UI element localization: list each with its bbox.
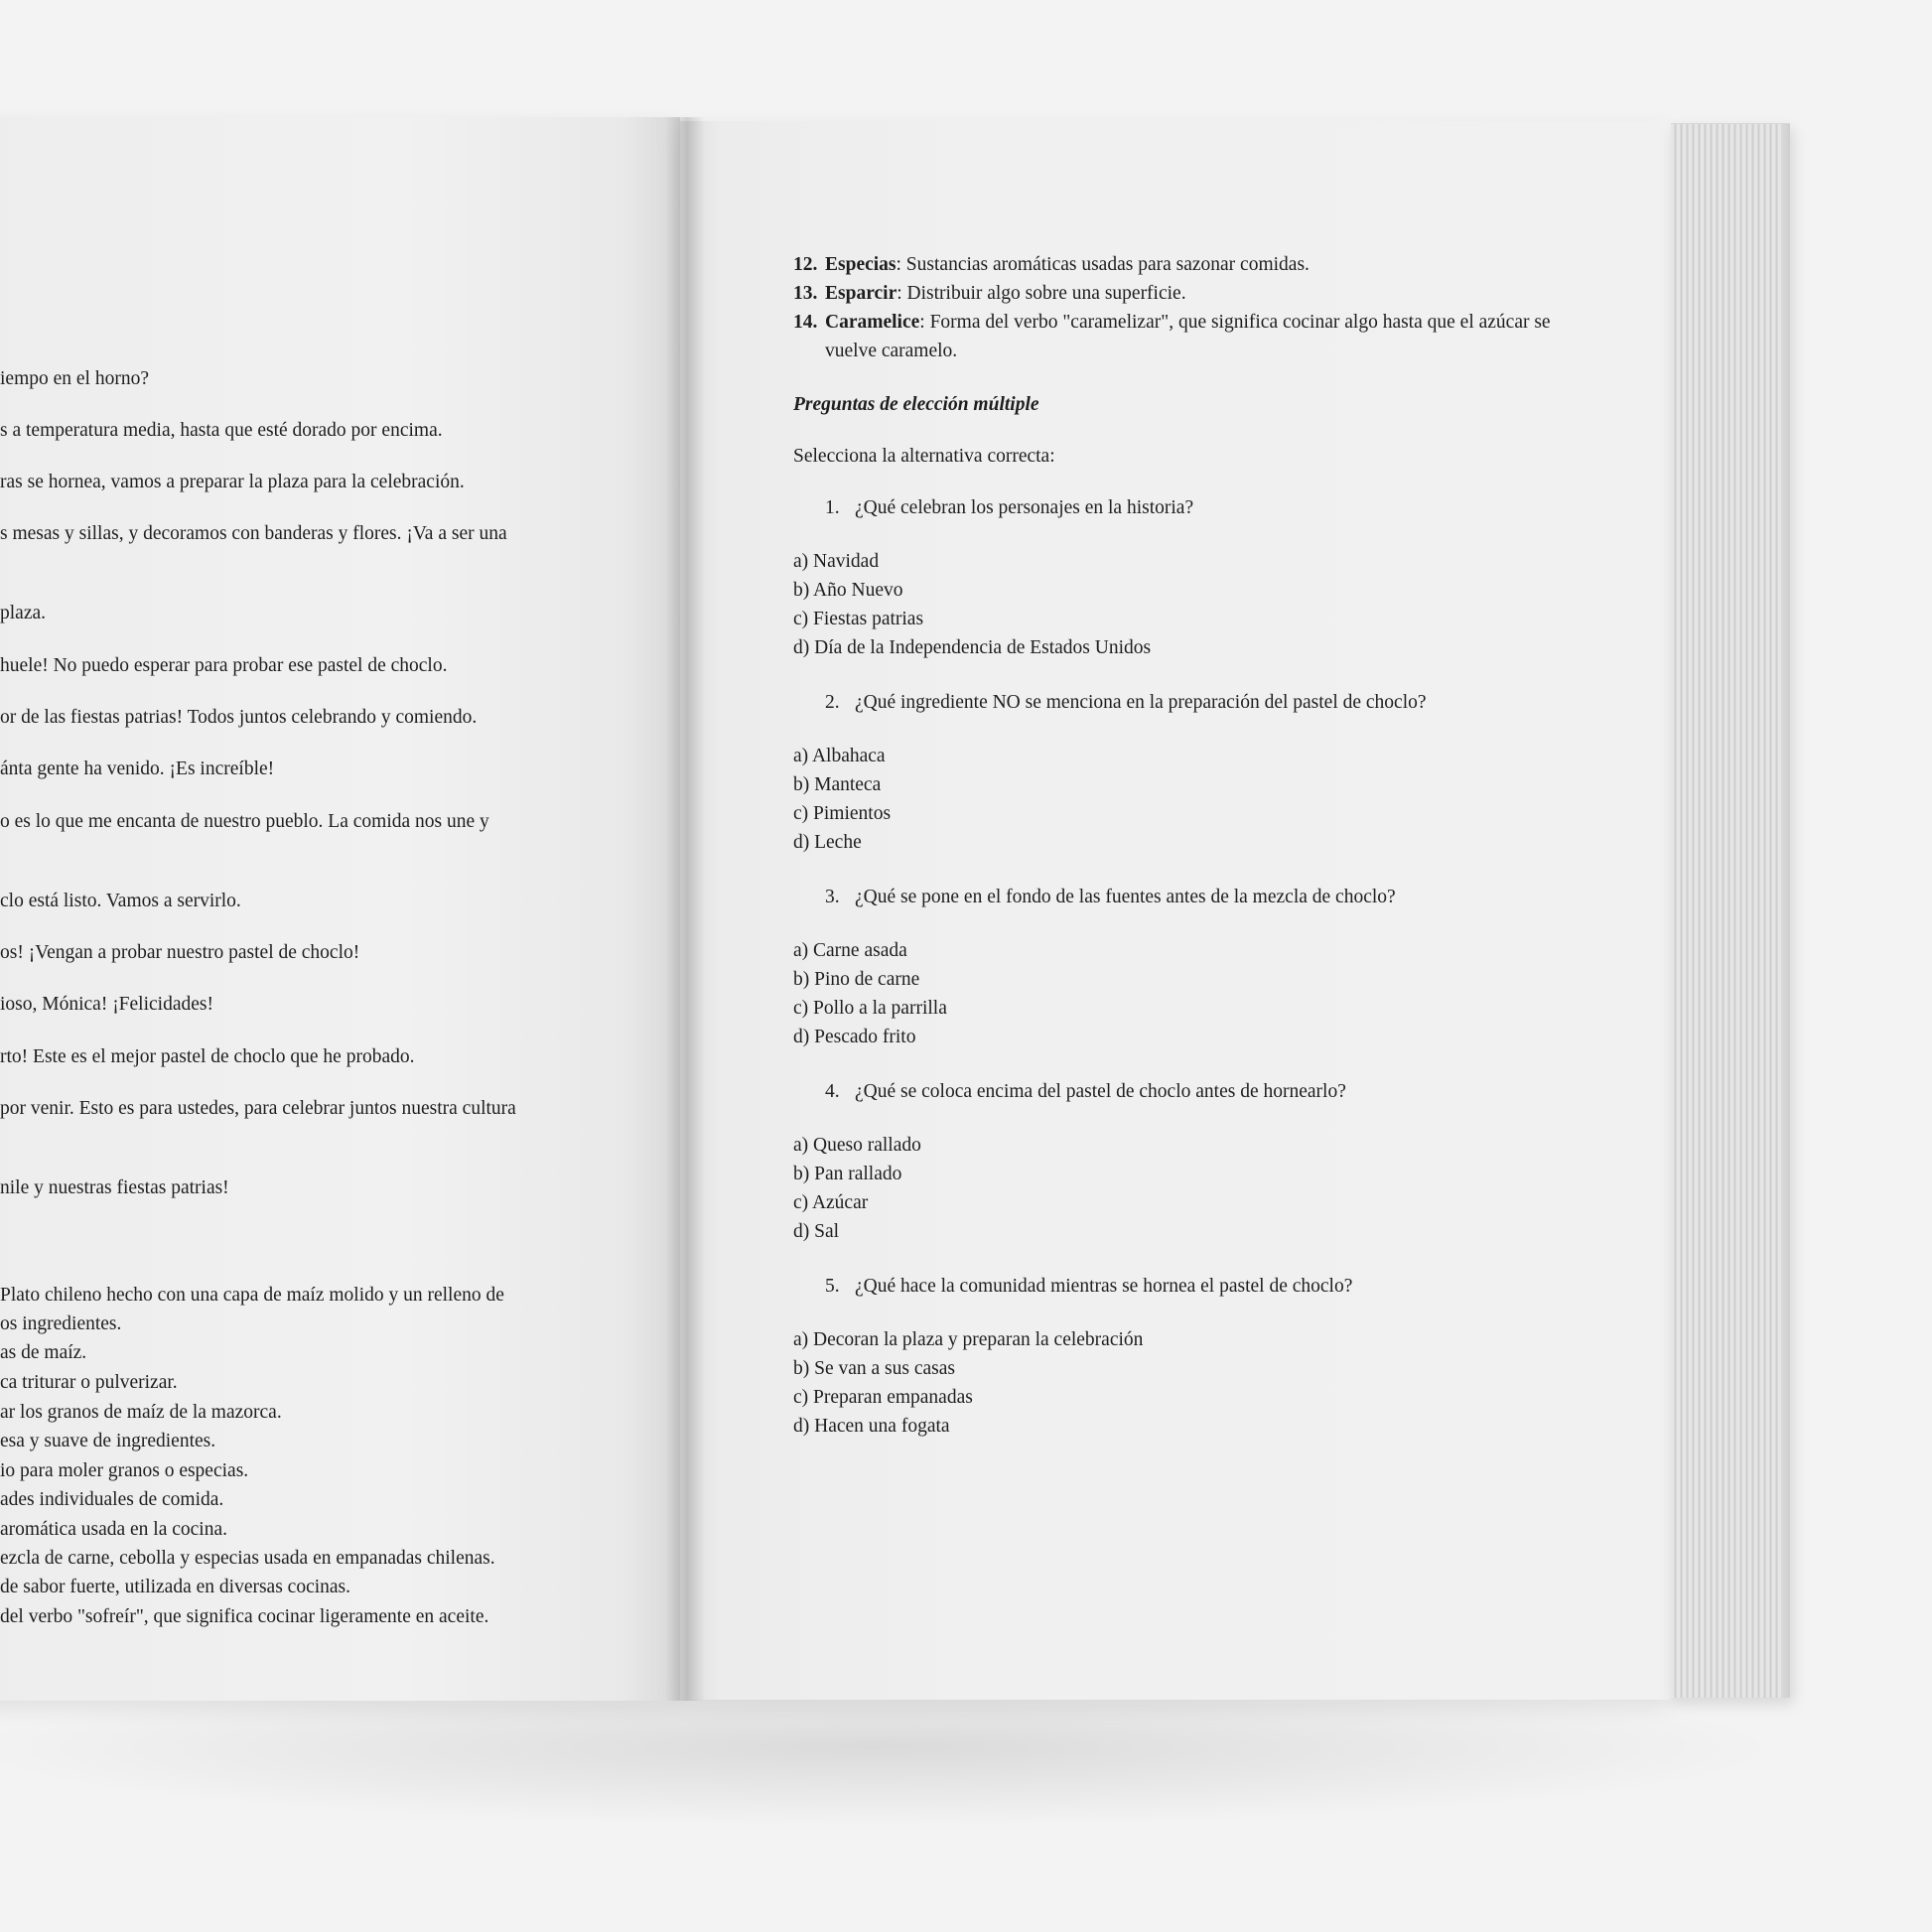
glossary-term: Esparcir [825,283,897,304]
left-line: os ingredientes. [0,1313,122,1334]
glossary-item: 13. Esparcir: Distribuir algo sobre una superficie. [793,283,1186,304]
left-line: ezcla de carne, cebolla y especias usada en empanadas chilenas. [0,1548,495,1569]
instruction-text: Selecciona la alternativa correcta: [793,446,1055,467]
page-stack-edges [1671,123,1790,1698]
glossary-term: Caramelice [825,312,920,333]
section-title: Preguntas de elección múltiple [793,394,1039,415]
left-line: or de las fiestas patrias! Todos juntos celebrando y comiendo. [0,707,478,728]
answer-option: d) Día de la Independencia de Estados Unidos [793,637,1152,658]
answer-option: b) Pino de carne [793,969,920,990]
glossary-definition: : Forma del verbo "caramelizar", que significa cocinar algo hasta que el azúcar se vuelve caramelo. [825,312,1551,361]
left-line: ioso, Mónica! ¡Felicidades! [0,994,213,1015]
answer-options [793,936,1607,1051]
answer-option: c) Pimientos [793,803,892,824]
question-block [793,1276,1607,1441]
left-line: ca triturar o pulverizar. [0,1372,178,1393]
left-line: as de maíz. [0,1342,87,1363]
glossary-definition: : Distribuir algo sobre una superficie. [897,283,1186,304]
answer-options [793,1131,1607,1246]
left-line: plaza. [0,603,47,623]
left-line: esa y suave de ingredientes. [0,1431,216,1451]
left-line: clo está listo. Vamos a servirlo. [0,891,241,911]
left-line: por venir. Esto es para ustedes, para celebrar juntos nuestra cultura [0,1098,516,1119]
answer-option: a) Albahaca [793,746,886,766]
left-page [0,117,680,1701]
left-line: s mesas y sillas, y decoramos con banderas y flores. ¡Va a ser una [0,523,507,544]
glossary-term: Especias [825,254,897,275]
left-line: aromática usada en la cocina. [0,1519,228,1540]
answer-option: d) Sal [793,1221,840,1242]
left-line: del verbo "sofreír", que significa cocinar ligeramente en aceite. [0,1606,489,1627]
answer-option: d) Pescado frito [793,1027,916,1047]
right-page [680,121,1671,1700]
question-text: 2. ¿Qué ingrediente NO se menciona en la preparación del pastel de choclo? [825,692,1427,713]
left-line: os! ¡Vengan a probar nuestro pastel de choclo! [0,942,360,963]
left-line: ar los granos de maíz de la mazorca. [0,1402,282,1423]
answer-option: a) Decoran la plaza y preparan la celebración [793,1329,1144,1350]
answer-option: c) Pollo a la parrilla [793,998,947,1019]
answer-options [793,742,1607,857]
left-line: ras se hornea, vamos a preparar la plaza para la celebración. [0,472,465,492]
question-text: 5. ¿Qué hace la comunidad mientras se hornea el pastel de choclo? [825,1276,1353,1297]
answer-option: c) Preparan empanadas [793,1387,973,1408]
answer-option: a) Queso rallado [793,1135,921,1156]
glossary-item: 12. Especias: Sustancias aromáticas usadas para sazonar comidas. [793,254,1310,275]
glossary-item: 14. Caramelice: Forma del verbo "caramelizar", que significa cocinar algo hasta que el azúcar se vuelve caramelo. [793,312,1551,361]
left-line: Plato chileno hecho con una capa de maíz molido y un relleno de [0,1285,504,1306]
question-block [793,887,1607,1051]
answer-option: a) Carne asada [793,940,907,961]
left-line: iempo en el horno? [0,368,149,389]
left-line: s a temperatura media, hasta que esté dorado por encima. [0,420,443,441]
left-line: ánta gente ha venido. ¡Es increíble! [0,759,275,779]
left-line: io para moler granos o especias. [0,1460,249,1481]
book-gutter [665,117,705,1701]
left-line: nile y nuestras fiestas patrias! [0,1177,229,1198]
left-line: de sabor fuerte, utilizada en diversas cocinas. [0,1577,351,1597]
answer-option: b) Año Nuevo [793,580,903,601]
left-line: o es lo que me encanta de nuestro pueblo. La comida nos une y [0,811,489,832]
answer-options [793,547,1607,662]
glossary-list [793,250,1607,365]
left-line: ades individuales de comida. [0,1489,224,1510]
question-block [793,497,1607,662]
glossary-definition: : Sustancias aromáticas usadas para sazonar comidas. [896,254,1310,275]
answer-option: b) Se van a sus casas [793,1358,955,1379]
question-text: 3. ¿Qué se pone en el fondo de las fuentes antes de la mezcla de choclo? [825,887,1396,907]
left-line: huele! No puedo esperar para probar ese pastel de choclo. [0,655,448,676]
answer-option: d) Hacen una fogata [793,1416,950,1437]
answer-option: c) Azúcar [793,1192,869,1213]
left-line: rto! Este es el mejor pastel de choclo que he probado. [0,1046,415,1067]
answer-option: b) Pan rallado [793,1164,902,1184]
question-block [793,1081,1607,1246]
right-page-text [793,250,1607,1441]
question-block [793,692,1607,857]
answer-option: a) Navidad [793,551,880,572]
answer-option: b) Manteca [793,774,882,795]
question-text: 1. ¿Qué celebran los personajes en la historia? [825,497,1194,518]
question-text: 4. ¿Qué se coloca encima del pastel de choclo antes de hornearlo? [825,1081,1346,1102]
answer-option: d) Leche [793,832,862,853]
answer-option: c) Fiestas patrias [793,609,924,629]
answer-options [793,1325,1607,1441]
